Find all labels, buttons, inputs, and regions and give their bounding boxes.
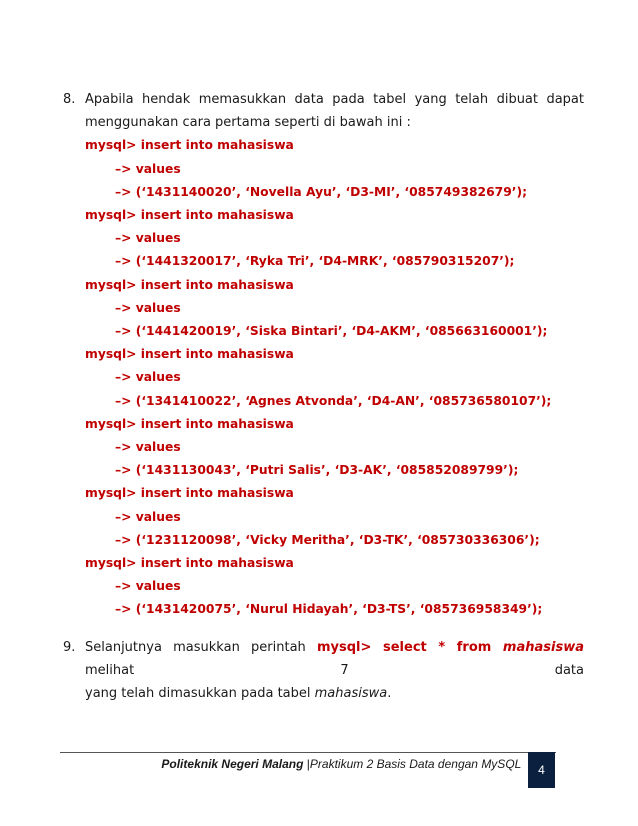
sql-code-block — [66, 134, 584, 621]
paragraph — [85, 636, 584, 706]
sql-code-line — [85, 320, 584, 343]
sql-command: mysql> select * from — [316, 640, 503, 655]
paragraph-line — [85, 636, 584, 682]
sql-code-text: –> (‘1441320017’, ‘Ryka Tri’, ‘D4-MRK’, ‘085790315207’); — [115, 254, 515, 269]
sql-code-line — [85, 158, 584, 181]
sql-code-text: –> values — [115, 231, 181, 246]
sql-code-line — [85, 366, 584, 389]
sql-code-line — [85, 390, 584, 413]
sql-code-text: mysql> insert into mahasiswa — [85, 556, 294, 571]
text: Selanjutnya masukkan perintah — [85, 640, 317, 655]
footer-separator: | — [303, 757, 310, 771]
page-number: 4 — [528, 752, 555, 788]
sql-code-line — [85, 598, 584, 621]
sql-code-text: –> (‘1341410022’, ‘Agnes Atvonda’, ‘D4-AN’, ‘085736580107’); — [115, 393, 552, 408]
sql-code-text: mysql> insert into mahasiswa — [85, 416, 294, 431]
sql-code-text: –> values — [115, 370, 181, 385]
sql-code-line — [85, 552, 584, 575]
text: . — [387, 686, 392, 702]
list-item-9 — [63, 636, 584, 706]
paragraph — [85, 88, 584, 134]
sql-code-line — [85, 506, 584, 529]
sql-code-line — [85, 436, 584, 459]
sql-code-line — [85, 250, 584, 273]
table-name: mahasiswa — [314, 686, 388, 702]
sql-code-text: –> values — [115, 579, 181, 594]
sql-code-line — [85, 413, 584, 436]
sql-code-text: –> (‘1431420075’, ‘Nurul Hidayah’, ‘D3-TS’, ‘085736958349’); — [115, 602, 543, 617]
sql-code-text: –> (‘1431130043’, ‘Putri Salis’, ‘D3-AK’, ‘085852089799’); — [115, 463, 519, 478]
list-item-8 — [63, 88, 584, 622]
sql-code-text: mysql> insert into mahasiswa — [85, 347, 294, 362]
sql-code-line — [85, 204, 584, 227]
footer-divider — [60, 752, 556, 753]
footer-institution: Politeknik Negeri Malang — [161, 757, 304, 771]
list-number: 8. — [63, 92, 76, 107]
sql-code-line — [85, 459, 584, 482]
sql-code-line — [85, 274, 584, 297]
sql-table-name: mahasiswa — [502, 640, 584, 655]
sql-code-line — [85, 482, 584, 505]
page-footer — [0, 757, 528, 771]
footer-course: Praktikum 2 Basis Data dengan MySQL — [309, 757, 522, 771]
sql-code-line — [85, 529, 584, 552]
sql-code-text: –> (‘1431140020’, ‘Novella Ayu’, ‘D3-MI’, ‘085749382679’); — [115, 184, 527, 199]
sql-code-text: mysql> insert into mahasiswa — [85, 486, 294, 501]
sql-code-text: mysql> insert into mahasiswa — [85, 208, 294, 223]
sql-code-text: –> (‘1231120098’, ‘Vicky Meritha’, ‘D3-TK’, ‘085730336306’); — [115, 532, 540, 547]
text: yang telah dimasukkan pada tabel — [85, 686, 315, 702]
sql-code-text: –> values — [115, 300, 181, 315]
sql-code-text: mysql> insert into mahasiswa — [85, 277, 294, 292]
paragraph-line — [85, 682, 584, 705]
sql-code-line — [85, 227, 584, 250]
sql-code-text: –> values — [115, 440, 181, 455]
list-number: 9. — [63, 640, 76, 655]
sql-code-line — [85, 575, 584, 598]
sql-code-line — [85, 297, 584, 320]
sql-code-text: –> values — [115, 509, 181, 524]
sql-code-text: –> values — [115, 161, 181, 176]
sql-code-text: mysql> insert into mahasiswa — [85, 138, 294, 153]
sql-code-text: –> (‘1441420019’, ‘Siska Bintari’, ‘D4-AKM’, ‘085663160001’); — [115, 324, 548, 339]
sql-code-line — [85, 181, 584, 204]
text: melihat 7 data — [85, 663, 584, 679]
sql-code-line — [85, 134, 584, 157]
paragraph-line: menggunakan cara pertama seperti di bawah ini : — [85, 115, 411, 131]
sql-code-line — [85, 343, 584, 366]
paragraph-line: Apabila hendak memasukkan data pada tabel yang telah dibuat dapat — [85, 92, 584, 107]
